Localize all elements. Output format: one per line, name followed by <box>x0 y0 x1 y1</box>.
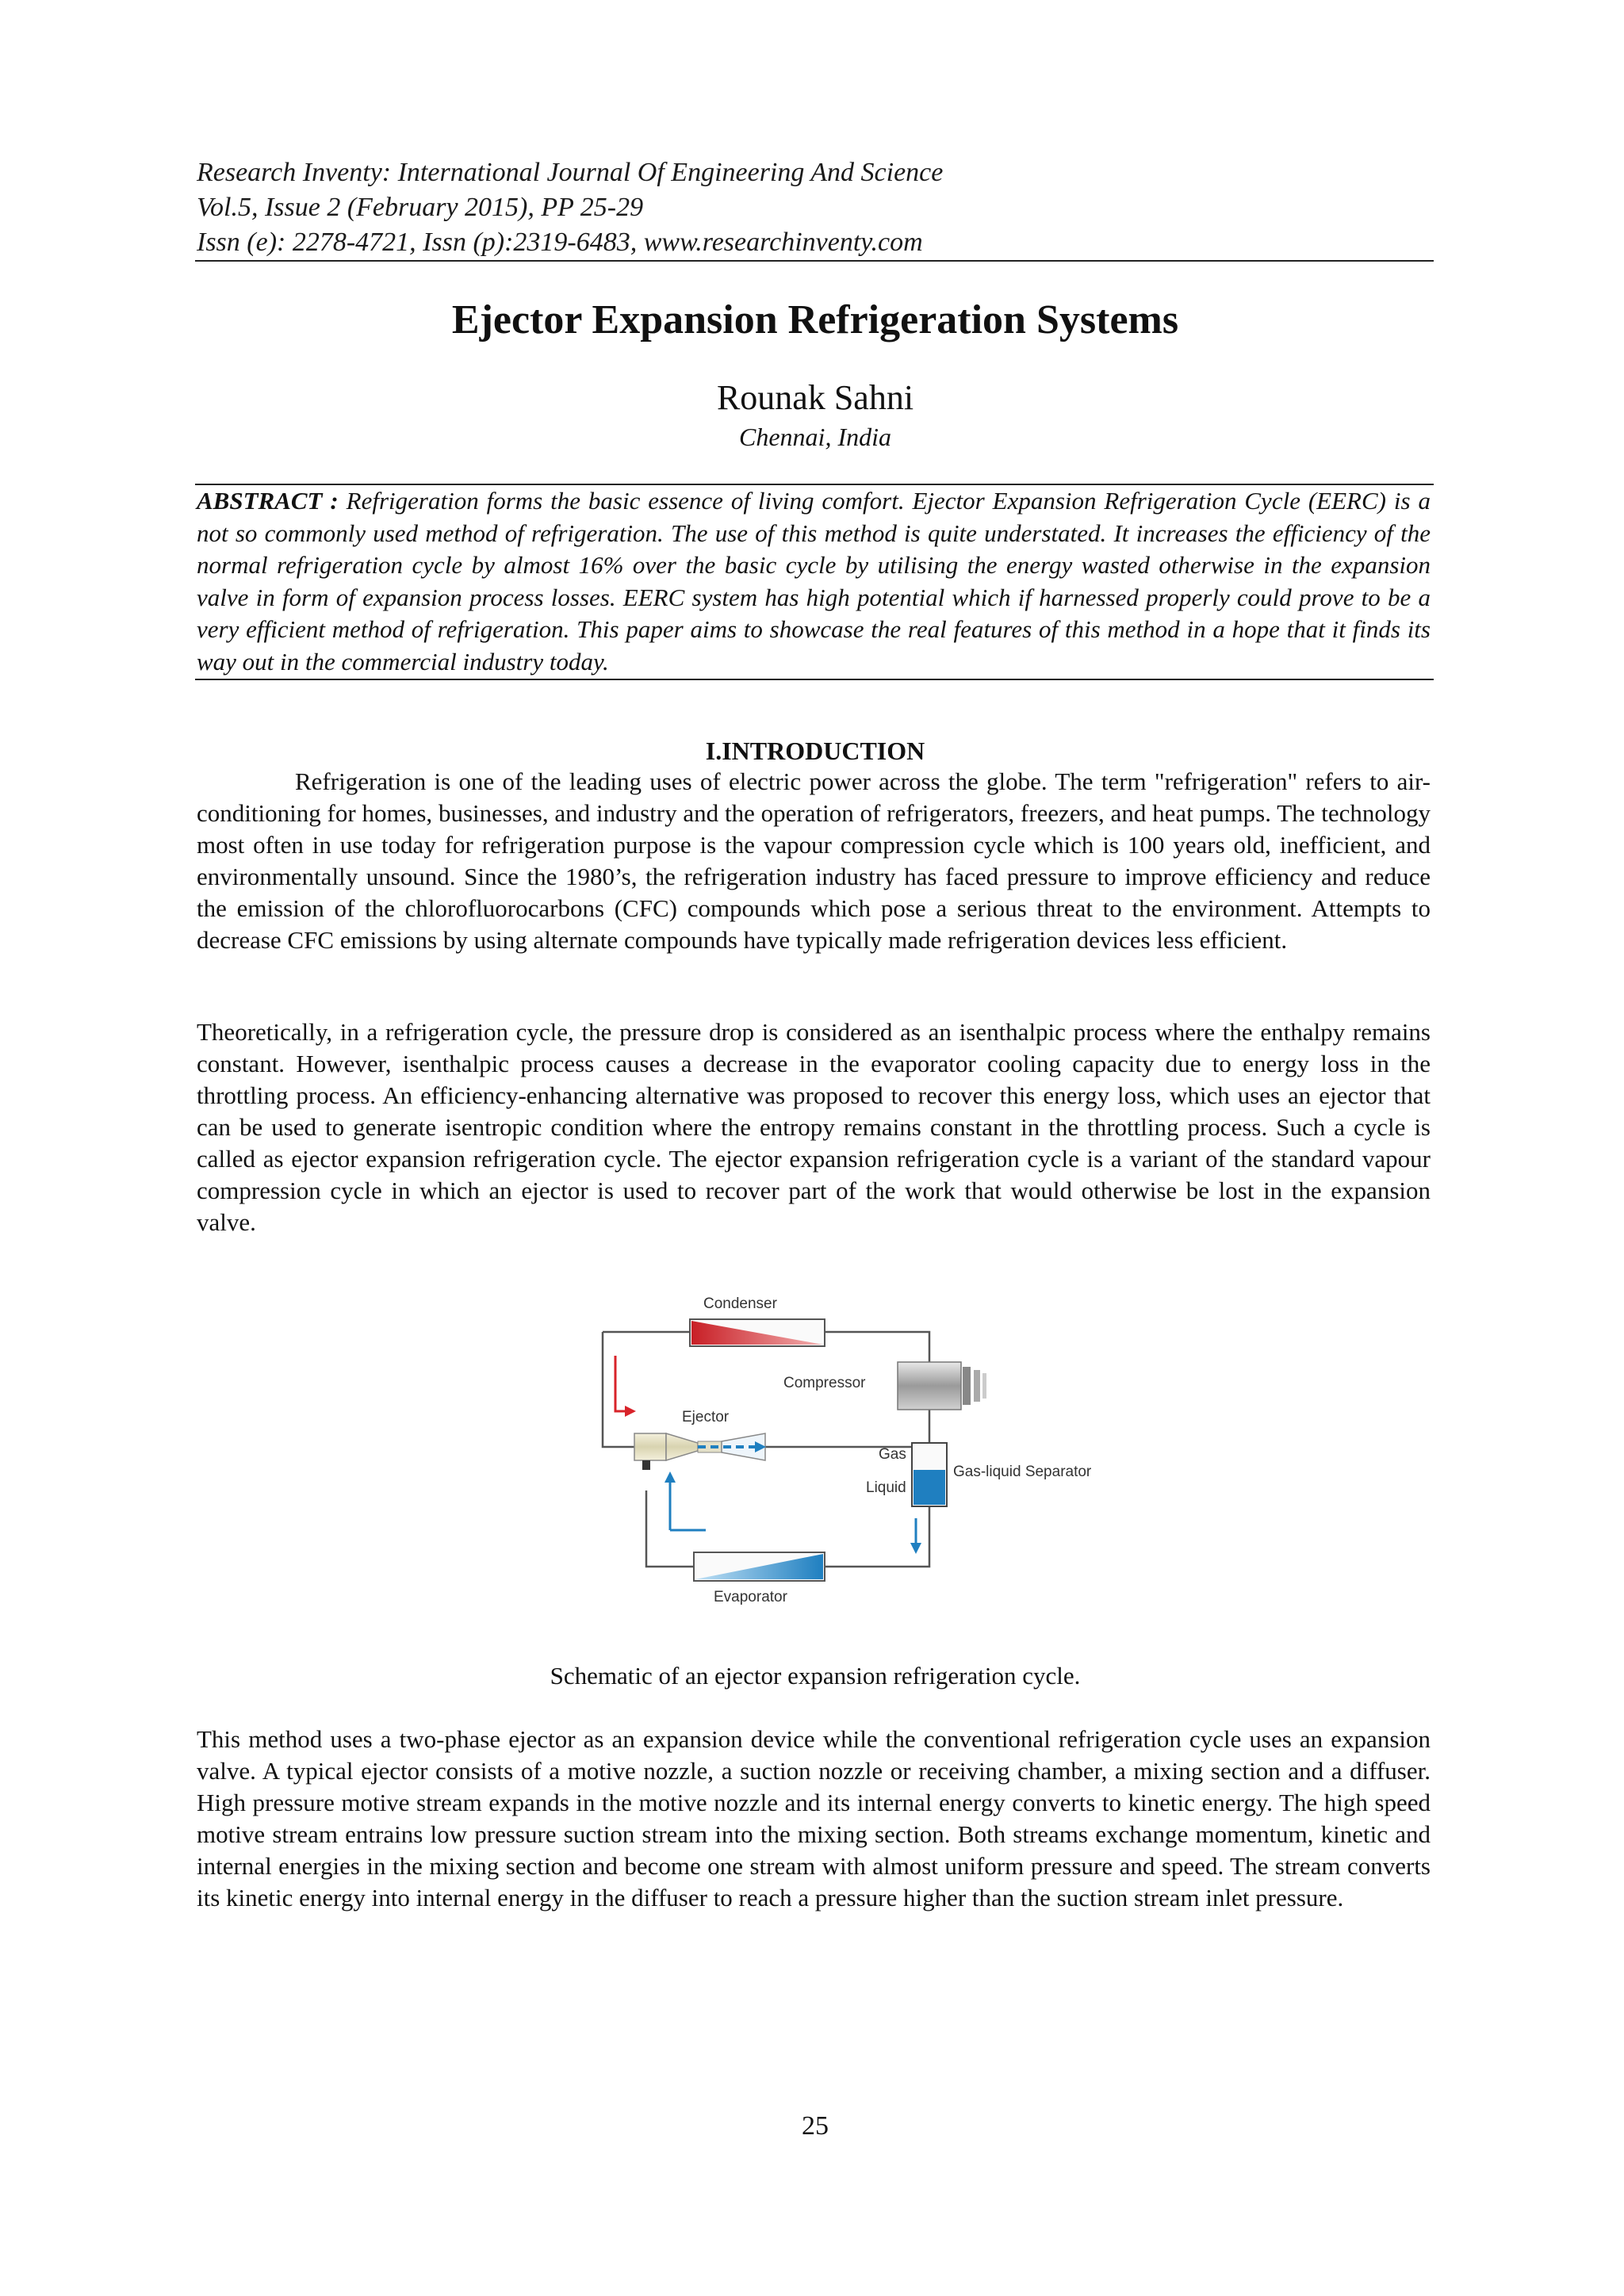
paper-title: Ejector Expansion Refrigeration Systems <box>451 297 1179 342</box>
author-affiliation: Chennai, India <box>739 423 891 451</box>
separator-label: Gas-liquid Separator <box>953 1464 1092 1480</box>
journal-volume: Vol.5, Issue 2 (February 2015), PP 25-29 <box>197 193 644 222</box>
ejector-label: Ejector <box>682 1409 730 1425</box>
gas-liquid-separator <box>866 1443 1092 1506</box>
liquid-label: Liquid <box>866 1479 906 1496</box>
ejector <box>634 1409 766 1470</box>
compressor <box>783 1362 986 1410</box>
abstract-label: ABSTRACT : <box>197 487 339 515</box>
section-heading: I.INTRODUCTION <box>705 737 925 765</box>
figure-caption: Schematic of an ejector expansion refrigeration cycle. <box>550 1662 1081 1689</box>
journal-header <box>197 155 1434 260</box>
body-paragraph: Theoretically, in a refrigeration cycle, the pressure drop is considered as an isenthalpic process where the enthalpy remains constant. However, isenthalpic process causes a decrease in the evaporator cooling capacity due to energy loss in the throttling process. An efficiency-enhancing alternative was proposed to recover this energy loss, which uses an ejector that can be used to generate isentropic condition where the entropy remains constant in the throttling process. Such a cycle is called as ejector expansion refrigeration cycle. The ejector expansion refrigeration cycle is a variant of the standard vapour compression cycle in which an ejector is used to recover part of the work that would otherwise be lost in the expansion valve. <box>197 1018 1431 1236</box>
page-number: 25 <box>802 2111 829 2141</box>
abstract <box>197 485 1431 678</box>
author-name: Rounak Sahni <box>716 378 914 417</box>
evaporator-label: Evaporator <box>714 1589 787 1605</box>
journal-issn: Issn (e): 2278-4721, Issn (p):2319-6483, www.researchinventy.com <box>197 228 923 257</box>
body-paragraph: Refrigeration is one of the leading uses of electric power across the globe. The term "refrigeration" refers to air-conditioning for homes, businesses, and industry and the operation of refrigerators, freezers, and heat pumps. The technology most often in use today for refrigeration purpose is the vapour compression cycle which is 100 years old, inefficient, and environmentally unsound. Since the 1980’s, the refrigeration industry has faced pressure to improve efficiency and reduce the emission of the chlorofluorocarbons (CFC) compounds which pose a serious threat to the environment. Attempts to decrease CFC emissions by using alternate compounds have typically made refrigeration devices less efficient. <box>197 767 1431 954</box>
gas-label: Gas <box>879 1446 906 1463</box>
condenser <box>690 1295 825 1346</box>
journal-name: Research Inventy: International Journal Of Engineering And Science <box>197 158 944 187</box>
cycle-schematic-figure <box>587 1269 1126 1609</box>
abstract-bottom-rule <box>195 679 1434 680</box>
abstract-text: Refrigeration forms the basic essence of living comfort. Ejector Expansion Refrigeration Cycle (EERC) is a not so commonly used method of refrigeration. The use of this method is quite understated. It increases the efficiency of the normal refrigeration cycle by almost 16% over the basic cycle by utilising the energy wasted otherwise in the expansion valve in form of expansion process losses. EERC system has high potential which if harnessed properly could prove to be a very efficient method of refrigeration. This paper aims to showcase the real features of this method in a hope that it finds its way out in the commercial industry today. <box>197 487 1431 675</box>
cycle-schematic <box>587 1269 1126 1609</box>
compressor-label: Compressor <box>783 1375 866 1391</box>
evaporator <box>694 1552 825 1605</box>
header-rule <box>195 260 1434 262</box>
condenser-label: Condenser <box>703 1295 777 1312</box>
body-paragraph: This method uses a two-phase ejector as an expansion device while the conventional refrigeration cycle uses an expansion valve. A typical ejector consists of a motive nozzle, a suction nozzle or receiving chamber, a mixing section and a diffuser. High pressure motive stream expands in the motive nozzle and its internal energy converts to kinetic energy. The high speed motive stream entrains low pressure suction stream into the mixing section. Both streams exchange momentum, kinetic and internal energies in the mixing section and become one stream with almost uniform pressure and speed. The stream converts its kinetic energy into internal energy in the diffuser to reach a pressure higher than the suction stream inlet pressure. <box>197 1725 1431 1911</box>
